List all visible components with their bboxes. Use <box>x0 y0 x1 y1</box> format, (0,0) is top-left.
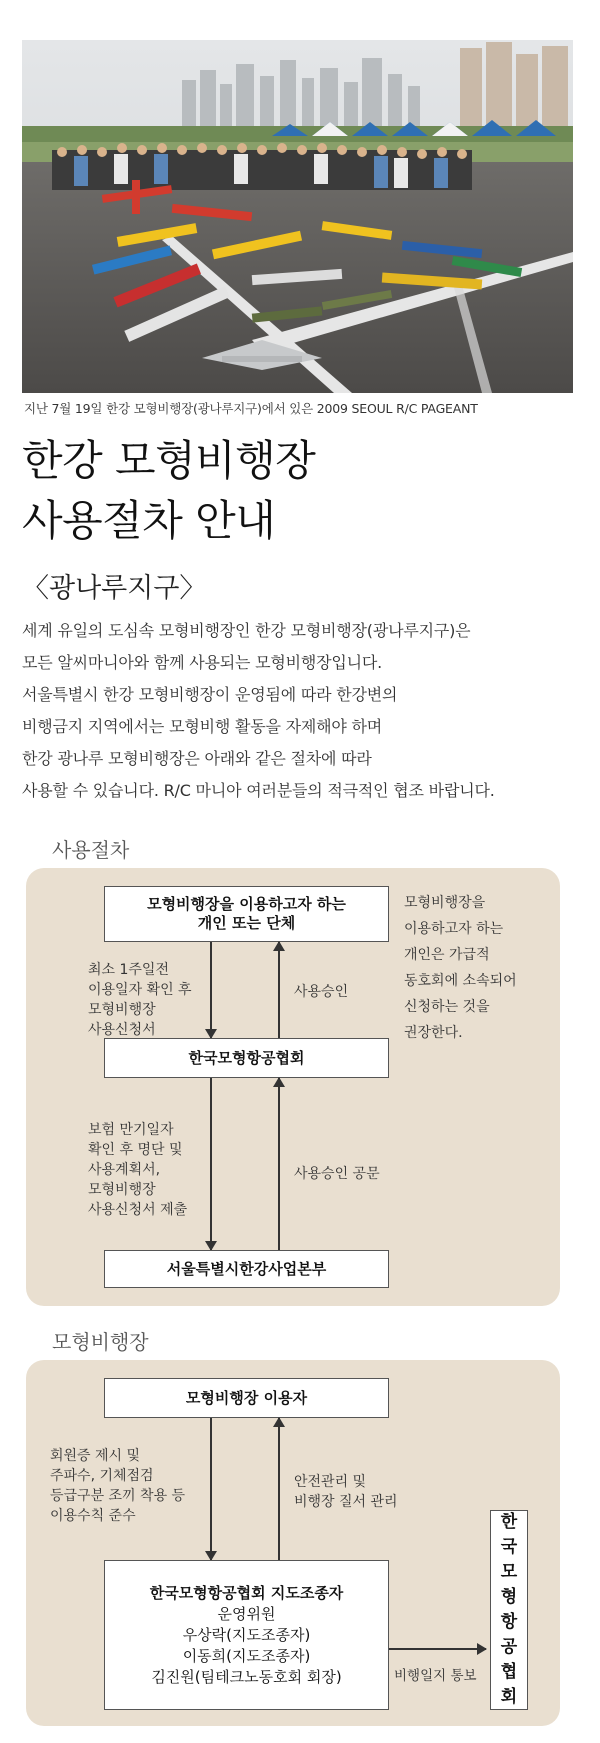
recommendation-note <box>404 890 517 1046</box>
association-vertical-char: 모 <box>500 1562 518 1582</box>
recommendation-note-line: 신청하는 것을 <box>404 999 490 1015</box>
submission-note-line: 사용신청서 제출 <box>88 1202 188 1218</box>
recommendation-note-line: 동호회에 소속되어 <box>404 973 517 989</box>
association-box-label: 한국모형항공협회 <box>188 1048 305 1067</box>
recommendation-note-line: 권장한다. <box>404 1025 463 1041</box>
recommendation-note-line: 모형비행장을 <box>404 895 486 911</box>
association-vertical-char: 형 <box>500 1587 518 1607</box>
safety-management-note <box>294 1472 398 1512</box>
user-rules-note-line: 주파수, 기체점검 <box>50 1468 154 1484</box>
submission-note <box>88 1120 187 1220</box>
instructor-box <box>104 1560 389 1710</box>
field-user-label: 모형비행장 이용자 <box>185 1388 308 1407</box>
association-vertical-box <box>490 1510 528 1710</box>
intro-line: 세계 유일의 도심속 모형비행장인 한강 모형비행장(광나루지구)은 <box>22 621 471 640</box>
applicant-box-line: 개인 또는 단체 <box>197 914 296 932</box>
submission-note-line: 사용계획서, <box>88 1162 161 1178</box>
page-subtitle: 〈광나루지구〉 <box>22 573 207 604</box>
flight-log-note: 비행일지 통보 <box>394 1668 477 1684</box>
application-note <box>88 960 192 1040</box>
down-arrow-icon <box>210 1078 212 1250</box>
photo-caption: 지난 7월 19일 한강 모형비행장(광나루지구)에서 있은 2009 SEOUL R/C PAGEANT <box>24 401 478 416</box>
safety-management-note-line: 안전관리 및 <box>294 1474 367 1490</box>
intro-line: 서울특별시 한강 모형비행장이 운영됨에 따라 한강변의 <box>22 685 398 704</box>
user-rules-note <box>50 1446 185 1526</box>
user-rules-note-line: 등급구분 조끼 착용 등 <box>50 1488 186 1504</box>
instructor-box-line: 우상락(지도조종자) <box>182 1625 311 1644</box>
application-note-line: 이용일자 확인 후 <box>88 982 192 998</box>
association-vertical-char: 공 <box>500 1637 518 1657</box>
field-flow-panel <box>26 1360 560 1726</box>
hangang-headquarters-box <box>104 1250 389 1288</box>
intro-line: 비행금지 지역에서는 모형비행 활동을 자제해야 하며 <box>22 717 383 736</box>
down-arrow-icon <box>210 1418 212 1560</box>
user-rules-note-line: 회원증 제시 및 <box>50 1448 141 1464</box>
procedure-flow-panel <box>26 868 560 1306</box>
intro-line: 사용할 수 있습니다. R/C 마니아 여러분들의 적극적인 협조 바랍니다. <box>22 781 495 800</box>
recommendation-note-line: 이용하고자 하는 <box>404 921 504 937</box>
association-vertical-char: 항 <box>500 1612 518 1632</box>
right-arrow-icon <box>389 1648 486 1650</box>
field-section-label: 모형비행장 <box>52 1330 149 1354</box>
event-photo <box>22 40 573 393</box>
association-vertical-char: 한 <box>500 1512 518 1532</box>
field-user-box <box>104 1378 389 1418</box>
association-box <box>104 1038 389 1078</box>
intro-paragraph <box>22 615 582 807</box>
submission-note-line: 확인 후 명단 및 <box>88 1142 183 1158</box>
approval-document-note: 사용승인 공문 <box>294 1166 380 1182</box>
application-note-line: 최소 1주일전 <box>88 962 169 978</box>
application-note-line: 모형비행장 <box>88 1002 156 1018</box>
association-vertical-char: 협 <box>500 1662 518 1682</box>
applicant-box-line: 모형비행장을 이용하고자 하는 <box>147 895 346 913</box>
recommendation-note-line: 개인은 가급적 <box>404 947 490 963</box>
applicant-box <box>104 886 389 942</box>
instructor-box-line: 운영위원 <box>217 1604 276 1623</box>
up-arrow-icon <box>278 1078 280 1250</box>
intro-line: 한강 광나루 모형비행장은 아래와 같은 절차에 따라 <box>22 749 372 768</box>
instructor-box-line: 김진원(팀테크노동호회 회장) <box>151 1667 342 1686</box>
hangang-headquarters-label: 서울특별시한강사업본부 <box>166 1259 327 1278</box>
down-arrow-icon <box>210 942 212 1038</box>
association-vertical-char: 국 <box>500 1537 518 1557</box>
submission-note-line: 보험 만기일자 <box>88 1122 174 1138</box>
association-vertical-char: 회 <box>500 1687 518 1707</box>
up-arrow-icon <box>278 942 280 1038</box>
rc-aircraft-pageant-illustration <box>22 40 573 393</box>
intro-line: 모든 알씨마니아와 함께 사용되는 모형비행장입니다. <box>22 653 383 672</box>
procedure-section-label: 사용절차 <box>52 838 130 862</box>
instructor-box-line: 이동희(지도조종자) <box>182 1646 311 1665</box>
up-arrow-icon <box>278 1418 280 1560</box>
safety-management-note-line: 비행장 질서 관리 <box>294 1494 398 1510</box>
application-note-line: 사용신청서 <box>88 1022 156 1038</box>
submission-note-line: 모형비행장 <box>88 1182 156 1198</box>
approval-note: 사용승인 <box>294 984 349 1000</box>
user-rules-note-line: 이용수칙 준수 <box>50 1508 136 1524</box>
page-title-line-2: 사용절차 안내 <box>22 496 276 545</box>
instructor-box-heading: 한국모형항공협회 지도조종자 <box>149 1583 344 1602</box>
page-title-line-1: 한강 모형비행장 <box>22 436 316 485</box>
